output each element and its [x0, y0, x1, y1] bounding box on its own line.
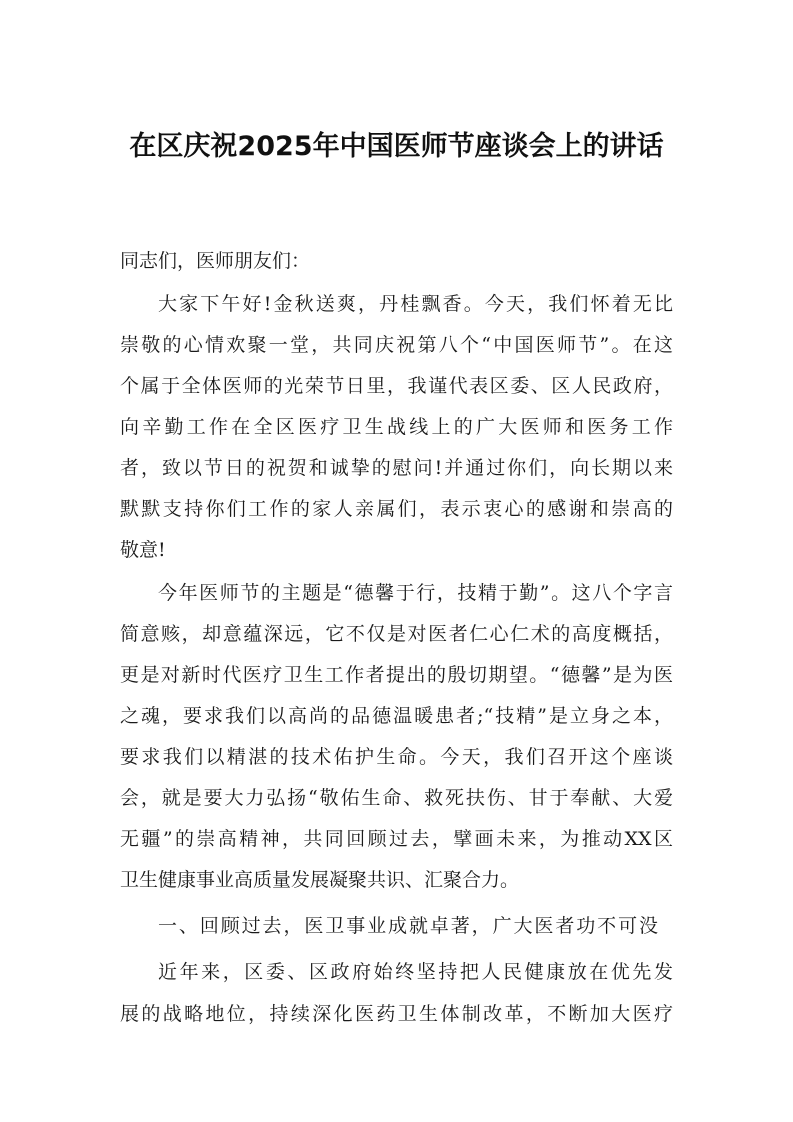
paragraph-line: 之魂，要求我们以高尚的品德温暖患者;“技精”是立身之本， [120, 705, 673, 727]
paragraph-line: 崇敬的心情欢聚一堂，共同庆祝第八个“中国医师节”。在这 [120, 334, 673, 356]
paragraph-line: 大家下午好!金秋送爽，丹桂飘香。今天，我们怀着无比 [158, 293, 673, 315]
paragraph-line: 要求我们以精湛的技术佑护生命。今天，我们召开这个座谈 [120, 746, 673, 768]
paragraph-line: 向辛勤工作在全区医疗卫生战线上的广大医师和医务工作 [120, 416, 673, 438]
paragraph-line: 今年医师节的主题是“德馨于行，技精于勤”。这八个字言 [158, 582, 673, 604]
paragraph-line: 敬意! [120, 539, 166, 561]
paragraph-line: 卫生健康事业高质量发展凝聚共识、汇聚合力。 [120, 869, 520, 891]
paragraph-line: 近年来，区委、区政府始终坚持把人民健康放在优先发 [158, 961, 673, 983]
paragraph-line: 无疆”的崇高精神，共同回顾过去，擘画未来，为推动XX区 [120, 828, 673, 850]
section-heading: 一、回顾过去，医卫事业成就卓著，广大医者功不可没 [158, 915, 658, 937]
paragraph-line: 个属于全体医师的光荣节日里，我谨代表区委、区人民政府， [120, 375, 673, 397]
paragraph-line: 简意赅，却意蕴深远，它不仅是对医者仁心仁术的高度概括， [120, 623, 673, 645]
paragraph-line: 者，致以节日的祝贺和诚挚的慰问!并通过你们，向长期以来 [120, 457, 673, 479]
paragraph-line: 展的战略地位，持续深化医药卫生体制改革，不断加大医疗 [120, 1003, 673, 1025]
salutation-line: 同志们，医师朋友们： [120, 250, 311, 272]
paragraph-line: 更是对新时代医疗卫生工作者提出的殷切期望。“德馨”是为医 [120, 664, 673, 686]
paragraph-line: 默默支持你们工作的家人亲属们，表示衷心的感谢和崇高的 [120, 498, 673, 520]
document-title: 在区庆祝2025年中国医师节座谈会上的讲话 [129, 131, 664, 162]
paragraph-line: 会，就是要大力弘扬“敬佑生命、救死扶伤、甘于奉献、大爱 [120, 787, 673, 809]
